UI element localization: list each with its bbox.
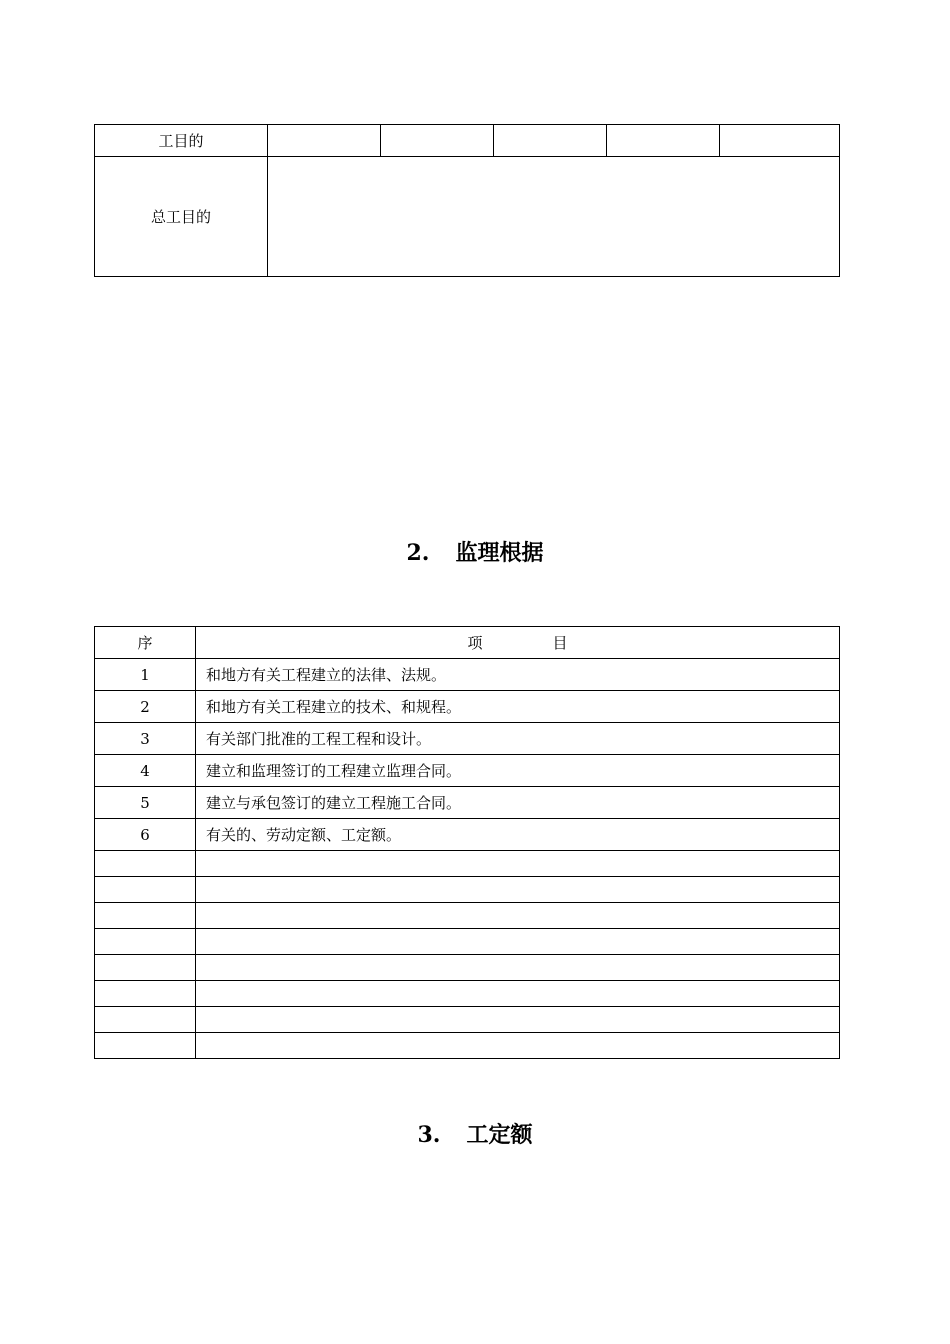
objective-cell [494, 125, 607, 157]
objective-cell [381, 125, 494, 157]
header-no: 序 [95, 627, 196, 659]
empty-cell [196, 981, 840, 1007]
section-title: 监理根据 [455, 540, 544, 566]
section-number: 3. [417, 1122, 441, 1148]
empty-row [95, 955, 840, 981]
empty-cell [196, 1033, 840, 1059]
header-item-b: 目 [552, 634, 568, 652]
section-title: 工定额 [466, 1122, 533, 1148]
empty-cell [196, 903, 840, 929]
table-row [95, 691, 840, 723]
row-item: 有关部门批准的工程工程和设计。 [196, 723, 840, 755]
empty-cell [95, 851, 196, 877]
empty-cell [95, 877, 196, 903]
empty-cell [95, 1033, 196, 1059]
table-row [95, 659, 840, 691]
objectives-table [94, 124, 840, 277]
empty-row [95, 981, 840, 1007]
empty-cell [95, 981, 196, 1007]
table-row [95, 723, 840, 755]
row-no: 3 [95, 723, 196, 755]
objective-cell [607, 125, 720, 157]
empty-row [95, 1007, 840, 1033]
table-header-row [95, 627, 840, 659]
overall-objective-label: 总工目的 [95, 157, 268, 277]
basis-table [94, 626, 840, 1059]
empty-row [95, 1033, 840, 1059]
section-3-heading [0, 1118, 950, 1149]
row-no: 1 [95, 659, 196, 691]
empty-cell [95, 903, 196, 929]
objective-cell [268, 125, 381, 157]
empty-cell [196, 1007, 840, 1033]
row-no: 2 [95, 691, 196, 723]
row-item: 建立和监理签订的工程建立监理合同。 [196, 755, 840, 787]
empty-cell [95, 1007, 196, 1033]
empty-row [95, 903, 840, 929]
row-item: 和地方有关工程建立的技术、和规程。 [196, 691, 840, 723]
table-row [95, 787, 840, 819]
empty-cell [196, 929, 840, 955]
objective-label: 工目的 [95, 125, 268, 157]
row-item: 有关的、劳动定额、工定额。 [196, 819, 840, 851]
row-item: 和地方有关工程建立的法律、法规。 [196, 659, 840, 691]
objective-cell [720, 125, 840, 157]
row-no: 5 [95, 787, 196, 819]
header-item [196, 627, 840, 659]
overall-objective-cell [268, 157, 840, 277]
empty-row [95, 851, 840, 877]
table-row [95, 819, 840, 851]
header-item-a: 项 [467, 634, 483, 652]
row-no: 6 [95, 819, 196, 851]
row-no: 4 [95, 755, 196, 787]
empty-cell [196, 955, 840, 981]
empty-cell [196, 851, 840, 877]
empty-cell [95, 955, 196, 981]
empty-cell [95, 929, 196, 955]
row-item: 建立与承包签订的建立工程施工合同。 [196, 787, 840, 819]
section-number: 2. [406, 540, 430, 566]
empty-row [95, 877, 840, 903]
empty-row [95, 929, 840, 955]
section-2-heading [0, 536, 950, 567]
table-row [95, 755, 840, 787]
empty-cell [196, 877, 840, 903]
